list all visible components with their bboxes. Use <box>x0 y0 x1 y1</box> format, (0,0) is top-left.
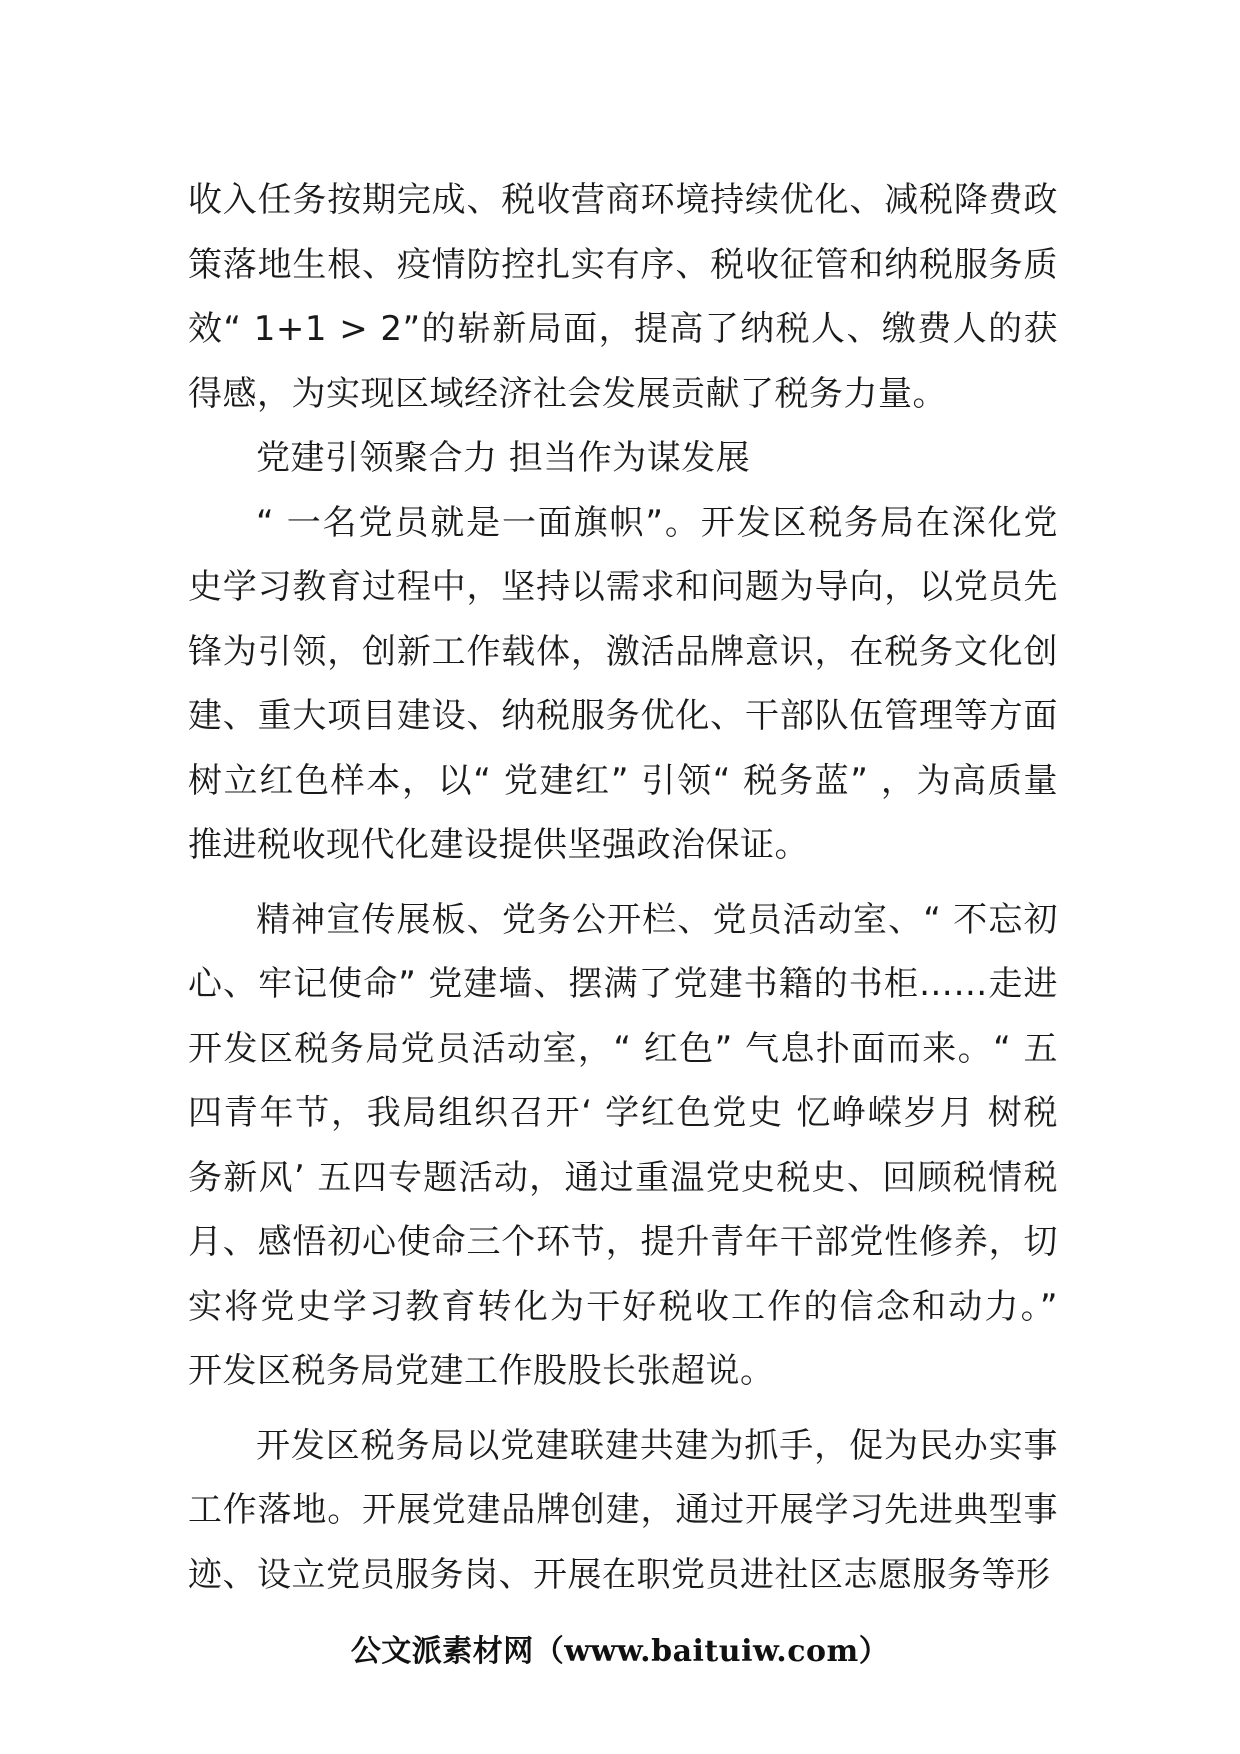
paragraph-party-flag: “ 一名党员就是一面旗帜”。开发区税务局在深化党史学习教育过程中，坚持以需求和问题为导向，以党员先锋为引领，创新工作载体，激活品牌意识，在税务文化创建、重大项目建设、纳税服务优化、干部队伍管理等方面树立红色样本，以“ 党建红” 引领“ 税务蓝” ，为高质量推进税收现代化建设提供坚强政治保证。 <box>188 502 1058 865</box>
section-heading: 党建引领聚合力 担当作为谋发展 <box>256 438 751 478</box>
document-body <box>188 168 1058 1607</box>
paragraph-activity-room: 精神宣传展板、党务公开栏、党员活动室、“ 不忘初心、牢记使命” 党建墙、摆满了党建书籍的书柜……走进开发区税务局党员活动室，“ 红色” 气息扑面而来。“ 五四青年节，我局组织召开‘ 学红色党史 忆峥嵘岁月 树税务新风’ 五四专题活动，通过重温党史税史、回顾税情税月、感悟初心使命三个环节，提升青年干部党性修养，切实将党史学习教育转化为干好税收工作的信念和动力。” 开发区税务局党建工作股股长张超说。 <box>188 899 1058 1391</box>
paragraph-continuation: 收入任务按期完成、税收营商环境持续优化、减税降费政策落地生根、疫情防控扎实有序、税收征管和纳税服务质效“ 1+1 > 2”的崭新局面，提高了纳税人、缴费人的获得感，为实现区域经济社会发展贡献了税务力量。 <box>188 180 1058 414</box>
paragraph-joint-building: 开发区税务局以党建联建共建为抓手，促为民办实事工作落地。开展党建品牌创建，通过开展学习先进典型事迹、设立党员服务岗、开展在职党员进社区志愿服务等形 <box>188 1425 1058 1595</box>
footer-watermark: 公文派素材网（www.baituiw.com） <box>350 1634 890 1669</box>
